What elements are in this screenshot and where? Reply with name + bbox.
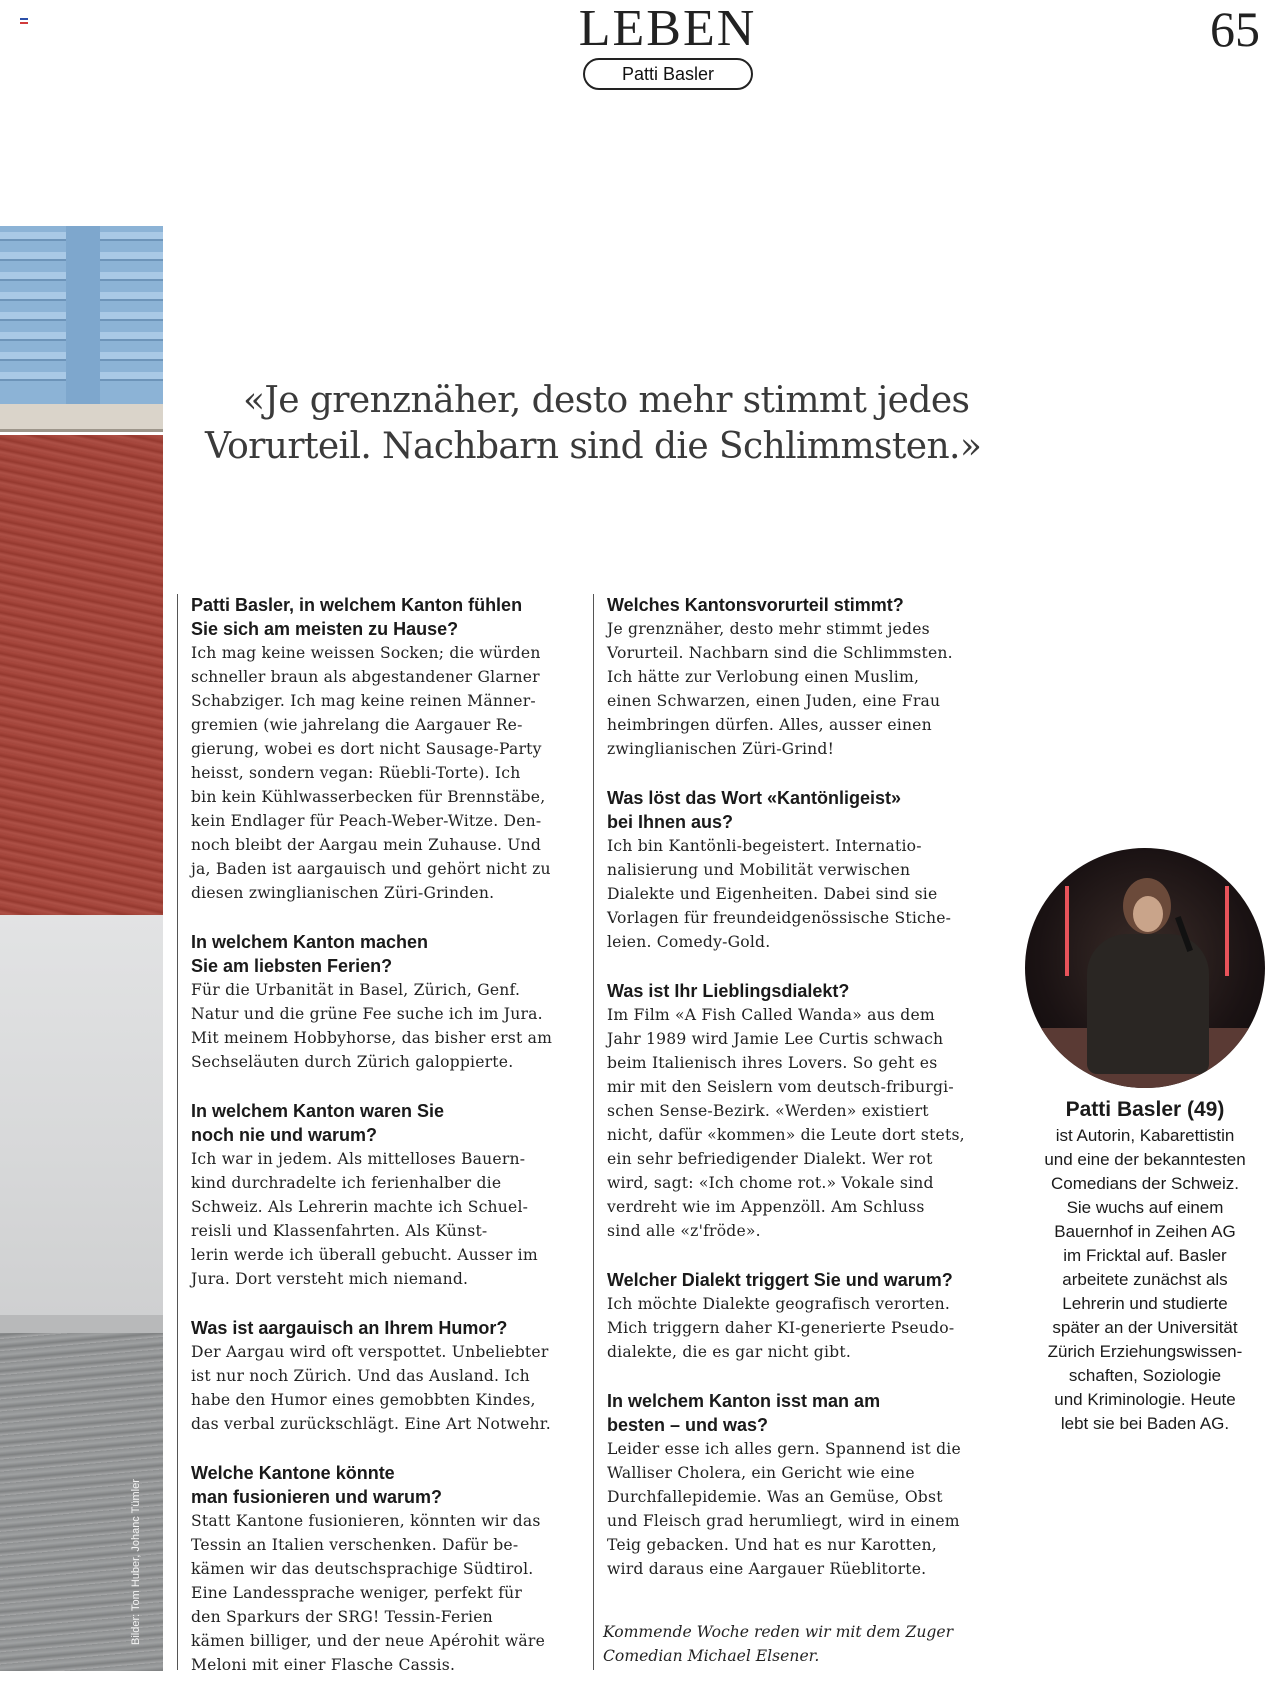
question	[191, 1461, 581, 1509]
bio-line: ist Autorin, Kabarettistin	[1055, 1126, 1235, 1145]
answer-line: lerin werde ich überall gebucht. Ausser im	[191, 1246, 538, 1264]
answer-line: Jahr 1989 wird Jamie Lee Curtis schwach	[607, 1030, 944, 1048]
window-shutter	[0, 226, 163, 404]
question	[607, 593, 997, 617]
answer-line: habe den Humor eines gemobbten Kindes,	[191, 1391, 536, 1409]
answer	[607, 834, 997, 954]
answer-line: einen Schwarzen, einen Juden, eine Frau	[607, 692, 941, 710]
question-line: Welche Kantone könnte	[191, 1463, 395, 1483]
answer-line: Jura. Dort versteht mich niemand.	[191, 1270, 469, 1288]
answer-line: Mit meinem Hobbyhorse, das bisher erst am	[191, 1029, 553, 1047]
question-line: bei Ihnen aus?	[607, 812, 734, 832]
answer	[607, 1003, 997, 1243]
answer-line: Sechseläuten durch Zürich galoppierte.	[191, 1053, 514, 1071]
answer-line: nicht, dafür «kommen» die Leute dort stets,	[607, 1126, 965, 1144]
answer-line: Ich hätte zur Verlobung einen Muslim,	[607, 668, 920, 686]
bio-line: Zürich Erziehungswissen-	[1047, 1342, 1243, 1361]
question-line: Welcher Dialekt triggert Sie und warum?	[607, 1270, 953, 1290]
outro-note	[603, 1620, 1003, 1668]
question-line: man fusionieren und warum?	[191, 1487, 443, 1507]
question-line: besten – und was?	[607, 1415, 769, 1435]
column-rule	[177, 594, 178, 1670]
bio-line: und eine der bekanntesten	[1044, 1150, 1246, 1169]
answer-line: Durchfallepidemie. Was an Gemüse, Obst	[607, 1488, 943, 1506]
bio-line: schaften, Soziologie	[1068, 1366, 1222, 1385]
qa-block	[191, 593, 581, 905]
question	[191, 930, 581, 978]
qa-block	[607, 1389, 997, 1581]
answer-line: Teig gebacken. Und hat es nur Karotten,	[607, 1536, 937, 1554]
photo-credit: Bilder: Tom Huber, Johanc Tümler	[130, 1479, 142, 1645]
answer-line: wird daraus eine Aargauer Rüeblitorte.	[607, 1560, 927, 1578]
answer-line: Natur und die grüne Fee suche ich im Jura.	[191, 1005, 543, 1023]
answer-line: ja, Baden ist aargauisch und gehört nicht zu	[191, 860, 551, 878]
bio-line: Comedians der Schweiz.	[1050, 1174, 1240, 1193]
answer-line: heimbringen dürfen. Alles, ausser einen	[607, 716, 932, 734]
answer-line: Meloni mit einer Flasche Cassis.	[191, 1656, 456, 1674]
answer-line: Ich bin Kantönli-begeistert. Internatio-	[607, 837, 922, 855]
answer	[191, 641, 581, 905]
pull-quote	[205, 378, 1005, 470]
answer-line: Statt Kantone fusionieren, könnten wir das	[191, 1512, 541, 1530]
answer-line: bin kein Kühlwasserbecken für Brennstäbe,	[191, 788, 546, 806]
answer-line: Dialekte und Eigenheiten. Dabei sind sie	[607, 885, 938, 903]
answer-line: noch bleibt der Aargau mein Zuhause. Und	[191, 836, 542, 854]
answer-line: Leider esse ich alles gern. Spannend ist die	[607, 1440, 961, 1458]
pull-quote-line: Vorurteil. Nachbarn sind die Schlimmsten.»	[205, 426, 982, 467]
question	[607, 1389, 997, 1437]
question-line: noch nie und warum?	[191, 1125, 378, 1145]
page-number: 65	[1210, 1, 1260, 57]
answer-line: zwinglianischen Züri-Grind!	[607, 740, 835, 758]
question	[191, 593, 581, 641]
answer-line: verdreht wie im Appenzöll. Am Schluss	[607, 1198, 925, 1216]
question-line: Was ist Ihr Lieblingsdialekt?	[607, 981, 850, 1001]
answer-line: beim Italienisch ihres Lovers. So geht es	[607, 1054, 938, 1072]
bio-name: Patti Basler (49)	[1065, 1098, 1225, 1121]
bio-line: arbeitete zunächst als	[1062, 1270, 1228, 1289]
answer-line: Vorurteil. Nachbarn sind die Schlimmsten.	[607, 644, 953, 662]
answer-line: gierung, wobei es dort nicht Sausage-Party	[191, 740, 542, 758]
answer-line: Im Film «A Fish Called Wanda» aus dem	[607, 1006, 935, 1024]
column-rule	[593, 594, 594, 1670]
question-line: Was löst das Wort «Kantönligeist»	[607, 788, 902, 808]
answer-line: Schweiz. Als Lehrerin machte ich Schuel-	[191, 1198, 529, 1216]
question-line: Patti Basler, in welchem Kanton fühlen	[191, 595, 523, 615]
answer	[191, 1340, 581, 1436]
answer-line: diesen zwinglianischen Züri-Grinden.	[191, 884, 495, 902]
answer-line: Vorlagen für freundeidgenössische Stiche-	[607, 909, 952, 927]
answer-line: kämen billiger, und der neue Apérohit wäre	[191, 1632, 545, 1650]
answer-line: den Sparkurs der SRG! Tessin-Ferien	[191, 1608, 493, 1626]
answer-line: und Fleisch grad herumliegt, wird in einem	[607, 1512, 960, 1530]
answer-line: Tessin an Italien verschenken. Dafür be-	[191, 1536, 519, 1554]
bio-line: später an der Universität	[1052, 1318, 1238, 1337]
question-line: In welchem Kanton waren Sie	[191, 1101, 445, 1121]
answer-line: Je grenznäher, desto mehr stimmt jedes	[607, 620, 930, 638]
answer-line: heisst, sondern vegan: Rüebli-Torte). Ich	[191, 764, 521, 782]
answer-line: Walliser Cholera, ein Gericht wie eine	[607, 1464, 915, 1482]
answer-line: Mich triggern daher KI-generierte Pseudo-	[607, 1319, 955, 1337]
answer-line: das verbal zurückschlägt. Eine Art Notwehr.	[191, 1415, 551, 1433]
bio-line: Bauernhof in Zeihen AG	[1054, 1222, 1236, 1241]
answer-line: Eine Landessprache weniger, perfekt für	[191, 1584, 523, 1602]
answer-line: kein Endlager für Peach-Weber-Witze. Den-	[191, 812, 542, 830]
interview-column-right	[607, 593, 997, 1606]
answer-line: dialekte, die es gar nicht gibt.	[607, 1343, 851, 1361]
question	[607, 1268, 997, 1292]
answer-line: gremien (wie jahrelang die Aargauer Re-	[191, 716, 523, 734]
question-line: In welchem Kanton isst man am	[607, 1391, 881, 1411]
question-line: Sie am liebsten Ferien?	[191, 956, 393, 976]
answer-line: Schabziger. Ich mag keine reinen Männer-	[191, 692, 536, 710]
outro-line: Kommende Woche reden wir mit dem Zuger	[603, 1623, 954, 1641]
bio-line: Sie wuchs auf einem	[1066, 1198, 1224, 1217]
answer-line: Der Aargau wird oft verspottet. Unbeliebter	[191, 1343, 549, 1361]
bio-line: im Fricktal auf. Basler	[1063, 1246, 1227, 1265]
answer-line: schneller braun als abgestandener Glarner	[191, 668, 540, 686]
question	[191, 1316, 581, 1340]
qa-block	[191, 1461, 581, 1677]
bio-line: und Kriminologie. Heute	[1054, 1390, 1236, 1409]
answer-line: schen Sense-Bezirk. «Werden» existiert	[607, 1102, 929, 1120]
qa-block	[607, 1268, 997, 1364]
answer-line: mir mit den Seislern vom deutsch-friburgi-	[607, 1078, 954, 1096]
qa-block	[191, 930, 581, 1074]
pull-quote-line: «Je grenznäher, desto mehr stimmt jedes	[243, 380, 970, 421]
qa-block	[191, 1316, 581, 1436]
answer-line: kind durchradelte ich ferienhalber die	[191, 1174, 502, 1192]
answer-line: Für die Urbanität in Basel, Zürich, Genf.	[191, 981, 521, 999]
qa-block	[607, 786, 997, 954]
answer-line: kämen wir das deutschsprachige Südtirol.	[191, 1560, 534, 1578]
bio-box	[1010, 1096, 1280, 1436]
question-line: Was ist aargauisch an Ihrem Humor?	[191, 1318, 508, 1338]
answer-line: wird, sagt: «Ich chome rot.» Vokale sind	[607, 1174, 934, 1192]
question-line: Welches Kantonsvorurteil stimmt?	[607, 595, 904, 615]
question	[607, 786, 997, 834]
qa-block	[607, 593, 997, 761]
answer	[191, 1509, 581, 1677]
qa-block	[607, 979, 997, 1243]
answer-line: reisli und Klassenfahrten. Als Künst-	[191, 1222, 488, 1240]
person-tag: Patti Basler	[583, 58, 753, 90]
answer	[191, 978, 581, 1074]
question	[191, 1099, 581, 1147]
answer	[191, 1147, 581, 1291]
question-line: Sie sich am meisten zu Hause?	[191, 619, 459, 639]
answer	[607, 1292, 997, 1364]
answer-line: Ich mag keine weissen Socken; die würden	[191, 644, 541, 662]
answer-line: Ich war in jedem. Als mittelloses Bauern-	[191, 1150, 526, 1168]
answer-line: sind alle «z'fröde».	[607, 1222, 761, 1240]
house-facade-photo	[0, 226, 163, 1671]
red-wall	[0, 435, 163, 915]
answer-line: ist nur noch Zürich. Und das Ausland. Ich	[191, 1367, 530, 1385]
section-title: LEBEN	[578, 0, 757, 57]
answer-line: Ich möchte Dialekte geografisch verorten.	[607, 1295, 951, 1313]
question	[607, 979, 997, 1003]
bio-line: lebt sie bei Baden AG.	[1060, 1414, 1230, 1433]
interview-column-left	[191, 593, 581, 1683]
outro-line: Comedian Michael Elsener.	[603, 1647, 820, 1665]
answer	[607, 1437, 997, 1581]
grey-wall	[0, 915, 163, 1315]
answer-line: ein sehr befriedigender Dialekt. Wer rot	[607, 1150, 933, 1168]
answer-line: nalisierung und Mobilität verwischen	[607, 861, 911, 879]
qa-block	[191, 1099, 581, 1291]
answer-line: leien. Comedy-Gold.	[607, 933, 771, 951]
question-line: In welchem Kanton machen	[191, 932, 429, 952]
portrait-photo	[1025, 848, 1265, 1088]
answer	[607, 617, 997, 761]
bio-line: Lehrerin und studierte	[1062, 1294, 1228, 1313]
